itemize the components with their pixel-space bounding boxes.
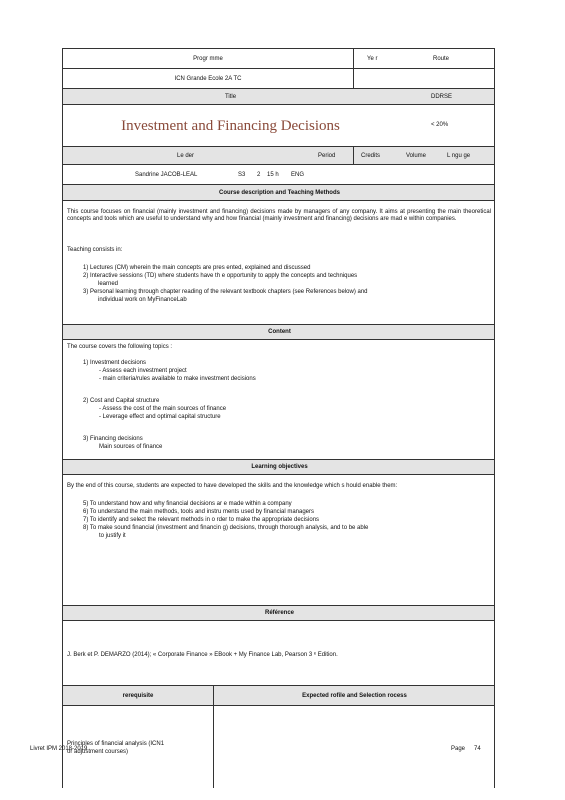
course-label: DDRSE — [431, 94, 453, 100]
prerequisite-body — [62, 705, 495, 788]
objective-item: 7) To identify and select the relevant methods in o rder to make the appropriate decisions — [83, 517, 320, 523]
programme-label: Progr mme — [193, 56, 223, 62]
language-value: ENG — [291, 172, 305, 178]
content-line: - Assess each investment project — [99, 368, 187, 374]
volume-label: Volume — [406, 153, 427, 159]
content-intro: The course covers the following topics : — [67, 344, 173, 350]
teaching-item: learned — [98, 281, 119, 287]
prerequisite-text: or adjustment courses) — [67, 749, 129, 755]
description-heading-row — [62, 184, 495, 200]
leader-value-row — [62, 164, 495, 184]
course-code: < 20% — [431, 122, 449, 128]
course-title: Investment and Financing Decisions — [121, 118, 340, 134]
content-line: - main criteria/rules available to make investment decisions — [99, 376, 256, 382]
title-label: Title — [224, 94, 237, 100]
volume-value: 15 h — [267, 172, 279, 178]
programme-value: ICN Grande Ecole 2A TC — [174, 76, 242, 82]
teaching-intro: Teaching consists in: — [67, 247, 123, 253]
language-label: L ngu ge — [447, 153, 471, 159]
teaching-item: individual work on MyFinanceLab — [98, 297, 187, 303]
leader-label: Le der — [176, 153, 194, 159]
content-line: - Assess the cost of the main sources of finance — [99, 406, 227, 412]
objectives-intro: By the end of this course, students are expected to have developed the skills and the knowledge which s hould enable them: — [67, 483, 398, 489]
teaching-item: 2) Interactive sessions (TD) where students have th e opportunity to apply the concepts and techniques — [83, 273, 358, 279]
objectives-body — [62, 474, 495, 605]
prerequisite-text: Principles of financial analysis (ICN1 — [67, 741, 165, 747]
programme-label-row — [62, 48, 495, 68]
teaching-item: 3) Personal learning through chapter reading of the relevant textbook chapters (see References below) and — [83, 289, 368, 295]
prerequisite-heading-row — [62, 685, 495, 705]
footer-page-label: Page — [451, 746, 466, 752]
period-label: Period — [318, 153, 336, 159]
objective-item: 6) To understand the main methods, tools and instru ments used by financial managers — [83, 509, 315, 515]
description-body — [62, 200, 495, 324]
content-line: Main sources of finance — [99, 444, 163, 450]
reference-heading-row — [62, 605, 495, 620]
objective-item: to justify it — [99, 533, 126, 539]
objectives-heading-row — [62, 459, 495, 474]
objective-item: 5) To understand how and why financial decisions ar e made within a company — [83, 501, 292, 507]
leader-value: Sandrine JACOB-LEAL — [135, 172, 198, 178]
expected-heading: Expected rofile and Selection rocess — [302, 693, 407, 699]
credits-value: 2 — [257, 172, 261, 178]
reference-text: J. Berk et P. DEMARZO (2014); « Corporate Finance » EBook + My Finance Lab, Pearson 3 ᵉ Edition. — [67, 652, 338, 658]
leader-label-row — [62, 146, 495, 164]
title-label-row — [62, 88, 495, 104]
content-line: 2) Cost and Capital structure — [83, 398, 160, 404]
content-heading: Content — [268, 329, 291, 335]
course-title-row — [62, 104, 495, 146]
content-body — [62, 339, 495, 459]
reference-heading: Référence — [264, 610, 294, 616]
content-line: 3) Financing decisions — [83, 436, 143, 442]
footer-page-number: 74 — [474, 746, 481, 752]
teaching-item: 1) Lectures (CM) wherein the main concepts are pres ented, explained and discussed — [83, 265, 311, 271]
route-label: Route — [433, 56, 450, 62]
objective-item: 8) To make sound financial (investment and financin g) decisions, through thorough analysis, and to be able — [83, 525, 369, 531]
content-line: 1) Investment decisions — [83, 360, 147, 366]
prerequisite-heading: rerequisite — [122, 693, 154, 699]
description-heading: Course description and Teaching Methods — [219, 190, 340, 196]
reference-body — [62, 620, 495, 685]
footer-left: Livret IPM 2018-2019 — [30, 746, 88, 752]
content-line: - Leverage effect and optimal capital structure — [99, 414, 221, 420]
year-label: Ye r — [367, 56, 378, 62]
content-heading-row — [62, 324, 495, 339]
objectives-heading: Learning objectives — [251, 464, 308, 470]
period-value: S3 — [238, 172, 246, 178]
description-intro: This course focuses on financial (mainly investment and financing) decisions made by managers of any company. It aims at presenting the main theoretical concepts and tools which are useful to understand why and how financial (mainly investment and financing) decisions are mad e within companies. — [67, 209, 491, 223]
programme-value-row — [62, 68, 495, 88]
credits-label: Credits — [361, 153, 381, 159]
